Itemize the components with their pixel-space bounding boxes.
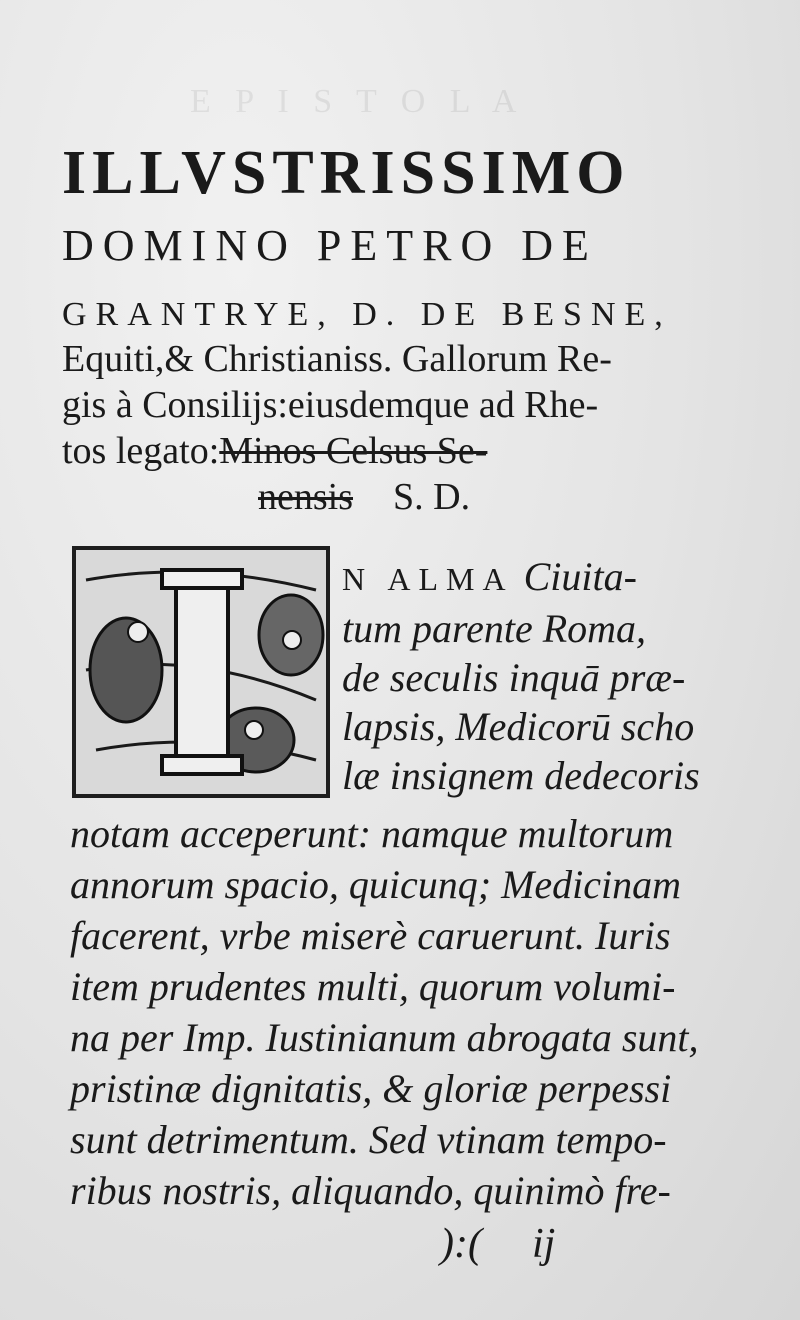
body-line-5: læ insignem dedecoris <box>342 753 700 798</box>
heading-line-2: DOMINO PETRO DE <box>62 221 598 270</box>
body-line-3: de seculis inquā præ- <box>342 655 686 700</box>
heading-line-1: ILLVSTRISSIMO <box>62 139 631 207</box>
heading-line-3: GRANTRYE, D. DE BESNE, <box>62 296 672 333</box>
body-line-4: lapsis, Medicorū scho <box>342 704 695 749</box>
body-line-1-text: Ciuita- <box>523 554 637 599</box>
struck-author-name: Minos Celsus Se- <box>219 430 488 472</box>
signature-symbol: ):( <box>440 1221 482 1267</box>
body-line-2: tum parente Roma, <box>342 606 647 651</box>
body-line-7: annorum spacio, quicunq; Medicinam <box>70 862 682 907</box>
dedication-line-2: gis à Consilijs:eiusdemque ad Rhe- <box>62 384 599 426</box>
dedication-line-4 <box>62 474 682 520</box>
dedication-line-3 <box>62 428 682 474</box>
body-line-12: sunt detrimentum. Sed vtinam tempo- <box>70 1117 667 1162</box>
body-line-8: facerent, vrbe miserè caruerunt. Iuris <box>70 913 671 958</box>
text-beside-initial <box>342 552 700 800</box>
greeting: S. D. <box>393 476 471 518</box>
struck-author-origin: nensis <box>258 476 353 518</box>
signature-mark <box>440 1220 605 1268</box>
decorated-initial <box>72 546 330 798</box>
woodcut-parrots-illustration <box>76 550 326 794</box>
body-line-1 <box>342 552 682 604</box>
body-line-11: pristinæ dignitatis, & gloriæ perpessi <box>70 1066 672 1111</box>
body-line-13: ribus nostris, aliquando, quinimò fre- <box>70 1168 671 1213</box>
opening-words: N ALMA <box>342 561 514 597</box>
dedication-heading <box>62 140 682 520</box>
body-line-9: item prudentes multi, quorum volumi- <box>70 964 676 1009</box>
main-text-block <box>70 808 699 1216</box>
folio-number: ij <box>531 1221 556 1267</box>
show-through-text: E P I S T O L A <box>190 83 525 120</box>
dedication-line-1: Equiti,& Christianiss. Gallorum Re- <box>62 338 612 380</box>
dedication-line-3-text: tos legato: <box>62 430 220 472</box>
body-line-10: na per Imp. Iustinianum abrogata sunt, <box>70 1015 699 1060</box>
body-line-6: notam acceperunt: namque multorum <box>70 811 674 856</box>
